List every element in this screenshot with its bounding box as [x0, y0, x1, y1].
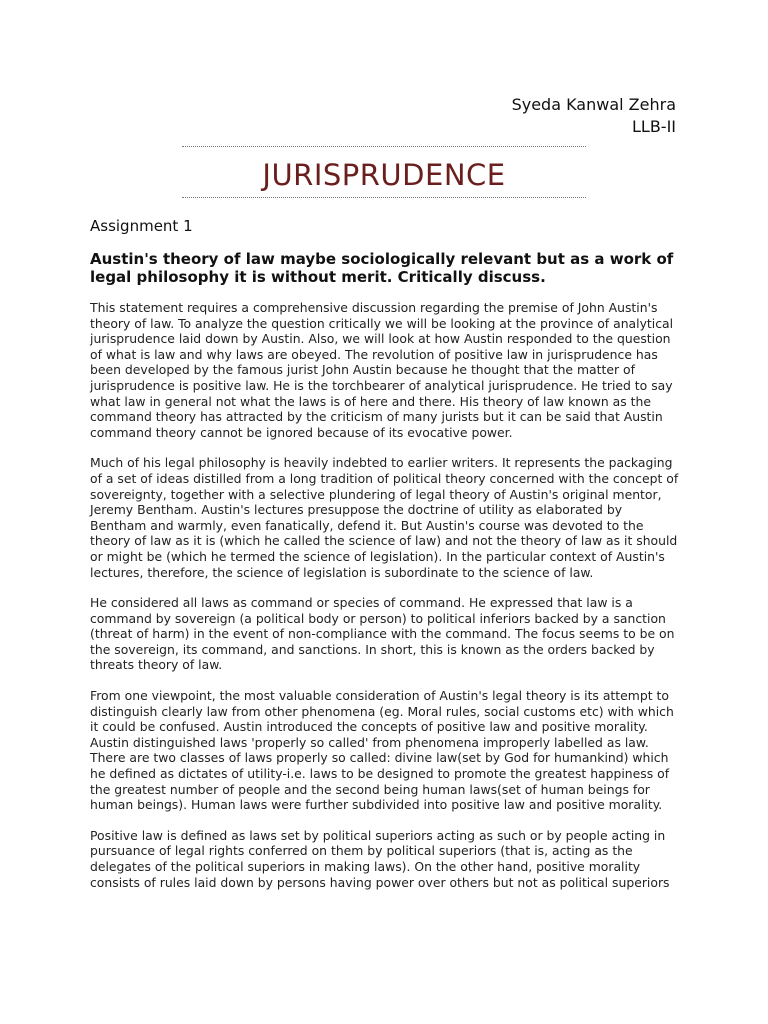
author-block: [512, 94, 676, 138]
document-title: JURISPRUDENCE: [262, 158, 506, 192]
assignment-question: Austin's theory of law maybe sociologically relevant but as a work of legal philosophy it is without merit. Critically discuss.: [90, 250, 674, 286]
paragraph-3: He considered all laws as command or species of command. He expressed that law is a command by sovereign (a political body or person) to political inferiors backed by a sanction (threat of harm) in the event of non-compliance with the command. The focus seems to be on the sovereign, its command, and sanctions. In short, this is known as the orders backed by threats theory of law.: [90, 595, 675, 673]
paragraph-4: From one viewpoint, the most valuable consideration of Austin's legal theory is its attempt to distinguish clearly law from other phenomena (eg. Moral rules, social customs etc) with which it could be confused. Austin introduced the concepts of positive law and positive morality. Austin distinguished laws 'properly so called' from phenomena improperly labelled as law. There are two classes of laws properly so called: divine law(set by God for humankind) which he defined as dictates of utility-i.e. laws to be designed to promote the greatest happiness of the greatest number of people and the second being human laws(set of human beings for human beings). Human laws were further subdivided into positive law and positive morality.: [90, 688, 674, 813]
class-label: LLB-II: [631, 117, 676, 136]
title-top-divider: [182, 146, 586, 147]
document-body: [90, 300, 680, 905]
author-name: Syeda Kanwal Zehra: [511, 95, 676, 114]
paragraph-5: Positive law is defined as laws set by political superiors acting as such or by people acting in pursuance of legal rights conferred on them by political superiors (that is, acting as the delegates of the political superiors in making laws). On the other hand, positive morality consists of rules laid down by persons having power over others but not as political superiors: [90, 827, 670, 890]
assignment-heading: Assignment 1: [90, 217, 193, 235]
title-bottom-divider: [182, 197, 586, 198]
paragraph-2: Much of his legal philosophy is heavily indebted to earlier writers. It represents the packaging of a set of ideas distilled from a long tradition of political theory concerned with the concept of sovereignty, together with a selective plundering of legal theory of Austin's original mentor, Jeremy Bentham. Austin's lectures presuppose the doctrine of utility as elaborated by Bentham and warmly, even fanatically, defend it. But Austin's course was devoted to the theory of law as it is (which he called the science of law) and not the theory of law as it should or might be (which he termed the science of legislation). In the particular context of Austin's lectures, therefore, the science of legislation is subordinate to the science of law.: [90, 455, 679, 580]
paragraph-1: This statement requires a comprehensive discussion regarding the premise of John Austin's theory of law. To analyze the question critically we will be looking at the province of analytical jurisprudence laid down by Austin. Also, we will look at how Austin responded to the question of what is law and why laws are obeyed. The revolution of positive law in jurisprudence has been developed by the famous jurist John Austin because he thought that the matter of jurisprudence is positive law. He is the torchbearer of analytical jurisprudence. He tried to say what law in general not what the laws is of here and there. His theory of law known as the command theory has attracted by the criticism of many jurists but it can be said that Austin command theory cannot be ignored because of its evocative power.: [90, 300, 674, 440]
